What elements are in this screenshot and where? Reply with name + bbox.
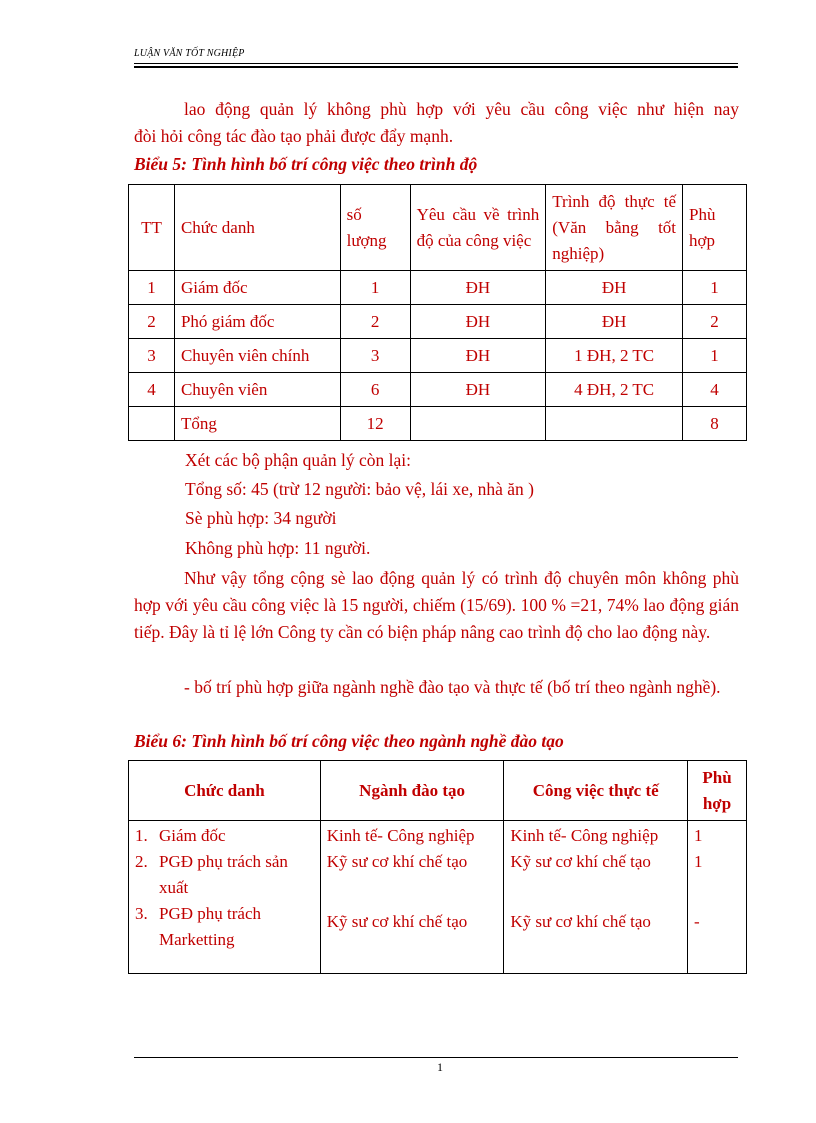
- header-fit: Phù hợp: [683, 185, 747, 271]
- table2-header-row: [129, 761, 747, 821]
- text-line: Xét các bộ phận quản lý còn lại:: [185, 450, 411, 470]
- text-line: Sè phù hợp: 34 người: [185, 508, 337, 528]
- page-number: 1: [437, 1060, 443, 1074]
- text-line: Tổng số: 45 (trừ 12 người: bảo vệ, lái xe, nhà ăn ): [185, 479, 534, 499]
- header-rule-thick: [134, 66, 738, 68]
- header-fit: Phù hợp: [688, 761, 747, 821]
- intro-paragraph-line2: đòi hỏi công tác đào tạo phải được đẩy mạnh.: [134, 126, 454, 146]
- running-header: LUẬN VĂN TỐT NGHIỆP: [134, 48, 245, 59]
- header-tt: TT: [129, 185, 175, 271]
- header-title: Chức danh: [174, 185, 340, 271]
- table1-caption: Biểu 5: Tình hình bố trí công việc theo trình độ: [134, 154, 478, 174]
- header-count: số lượng: [340, 185, 410, 271]
- list-item: 3. PGĐ phụ trách Marketting: [135, 904, 261, 949]
- header-required-level: Yêu cầu về trình độ của công việc: [410, 185, 546, 271]
- table-row: 2 Phó giám đốc 2 ĐH ĐH 2: [129, 305, 747, 339]
- table-row: 3 Chuyên viên chính 3 ĐH 1 ĐH, 2 TC 1: [129, 339, 747, 373]
- table-row: 4 Chuyên viên 6 ĐH 4 ĐH, 2 TC 4: [129, 373, 747, 407]
- summary-paragraph: Như vậy tổng cộng sè lao động quản lý có trình độ chuyên môn không phù hợp với yêu cầu công việc là 15 người, chiếm (15/69). 100 % =21, 74% lao động gián tiếp. Đây là tỉ lệ lớn Công ty cần có biện pháp nâng cao trình độ cho lao động này.: [134, 568, 739, 642]
- header-title: Chức danh: [129, 761, 321, 821]
- table2-caption: Biểu 6: Tình hình bố trí công việc theo ngành nghề đào tạo: [134, 731, 564, 751]
- header-actual-job: Công việc thực tế: [504, 761, 688, 821]
- title-list: [135, 823, 314, 953]
- table2-body-row: 1. Giám đốc 2. PGĐ phụ trách sản xuất 3. PGĐ phụ trách Marketting Kinh tế- Công nghiệp Kỹ sư cơ khí chế tạo Kỹ sư cơ khí chế tạo Kinh tế- Công nghiệp Kỹ sư cơ khí chế tạo Kỹ sư cơ khí chế tạo 1 1 -: [129, 821, 747, 974]
- qualification-table: [128, 184, 747, 441]
- table1-header-row: [129, 185, 747, 271]
- intro-paragraph-line1: lao động quản lý không phù hợp với yêu cầu công việc như hiện nay: [184, 99, 739, 119]
- header-field: Ngành đào tạo: [320, 761, 504, 821]
- table1-total-row: Tổng 12 8: [129, 407, 747, 441]
- list-item: 1. Giám đốc: [135, 826, 226, 845]
- field-placement-table: [128, 760, 747, 974]
- list-item: 2. PGĐ phụ trách sản xuất: [135, 852, 288, 897]
- placement-paragraph: - bố trí phù hợp giữa ngành nghề đào tạo và thực tế (bố trí theo ngành nghề).: [184, 677, 721, 697]
- header-actual-level: Trình độ thực tế (Văn bằng tốt nghiệp): [546, 185, 683, 271]
- header-rule-thin: [134, 63, 738, 64]
- table-row: 1 Giám đốc 1 ĐH ĐH 1: [129, 271, 747, 305]
- text-line: Không phù hợp: 11 người.: [185, 538, 371, 558]
- footer-rule: [134, 1057, 738, 1058]
